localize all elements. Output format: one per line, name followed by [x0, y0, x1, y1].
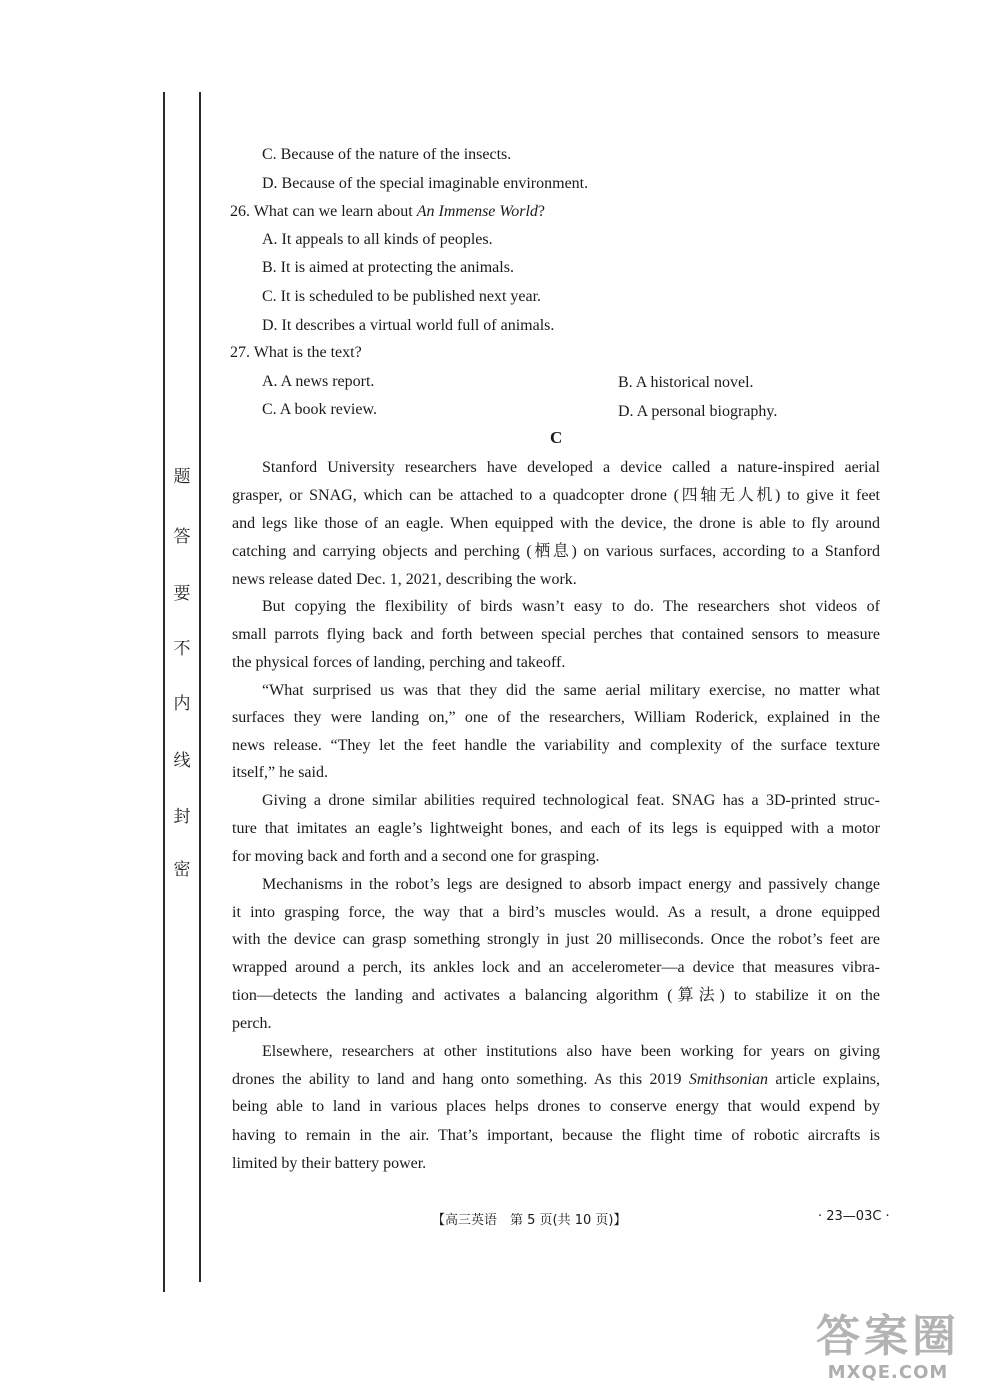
q26-option-b: B. It is aimed at protecting the animals.: [262, 259, 514, 276]
q26-option-c: C. It is scheduled to be published next year.: [262, 288, 542, 305]
passage-line: “What surprised us was that they did the same aerial military exercise, no matter what: [262, 682, 880, 699]
passage-line: having to remain in the air. That’s important, because the flight time of robotic aircrafts is: [232, 1127, 880, 1144]
q27-option-d: D. A personal biography.: [618, 403, 778, 420]
watermark-logo: 答案圈: [816, 1311, 960, 1362]
passage-line: Elsewhere, researchers at other institutions also have been working for years on giving: [262, 1043, 880, 1060]
q25-option-c: C. Because of the nature of the insects.: [262, 146, 512, 163]
binding-char: 内: [173, 694, 191, 714]
passage-line: surfaces they were landing on,” one of the researchers, William Roderick, explained in the: [232, 709, 880, 726]
passage-line: wrapped around a perch, its ankles lock and an accelerometer—a device that measures vibra-: [232, 959, 880, 976]
passage-line: being able to land in various places helps drones to conserve energy that would expend by: [232, 1098, 880, 1115]
passage-line: grasper, or SNAG, which can be attached to a quadcopter drone (四轴无人机) to give it feet: [232, 487, 880, 504]
passage-line: itself,” he said.: [232, 764, 328, 781]
q25-option-d: D. Because of the special imaginable environment.: [262, 175, 589, 192]
passage-line: catching and carrying objects and perching (栖息) on various surfaces, according to a Stanford: [232, 543, 880, 560]
passage-line: for moving back and forth and a second one for grasping.: [232, 848, 600, 865]
passage-line: limited by their battery power.: [232, 1155, 427, 1172]
q26-stem-suffix: ?: [537, 203, 546, 220]
binding-char: 封: [173, 807, 191, 827]
passage-line: ture that imitates an eagle’s lightweight bones, and each of its legs is equipped with a motor: [232, 820, 880, 837]
passage-line: the physical forces of landing, perching and takeoff.: [232, 654, 566, 671]
passage-line: But copying the flexibility of birds wasn’t easy to do. The researchers shot videos of: [262, 598, 880, 615]
binding-char: 不: [173, 639, 191, 659]
q26-stem: [230, 202, 545, 222]
binding-char: 答: [173, 527, 191, 547]
q26-option-a: A. It appeals to all kinds of peoples.: [262, 231, 493, 248]
binding-char: 线: [173, 751, 191, 771]
page-footer-code: · 23—03C ·: [818, 1209, 890, 1224]
passage-line: news release. “They let the feet handle the variability and complexity of the surface texture: [232, 737, 880, 754]
binding-char: 要: [173, 584, 191, 604]
passage-line: it into grasping force, the way that a bird’s muscles would. As a result, a drone equipped: [232, 904, 880, 921]
passage-line: tion—detects the landing and activates a balancing algorithm (算法) to stabilize it on the: [232, 987, 880, 1004]
watermark-url: MXQE.COM: [827, 1362, 949, 1383]
passage-text: drones the ability to land and hang onto something. As this 2019: [232, 1071, 689, 1088]
passage-line: perch.: [232, 1015, 272, 1032]
passage-text: article explains,: [775, 1071, 881, 1088]
passage-line: Giving a drone similar abilities required technological feat. SNAG has a 3D-printed struc-: [262, 792, 880, 809]
binding-char: 题: [173, 467, 191, 487]
site-watermark: [788, 1312, 988, 1392]
passage-line: and legs like those of an eagle. When equipped with the device, the drone is able to fly around: [232, 515, 880, 532]
q27-option-a: A. A news report.: [262, 373, 375, 390]
q26-stem-title: An Immense World: [416, 203, 538, 220]
section-c-heading: C: [550, 428, 563, 447]
passage-line: news release dated Dec. 1, 2021, describing the work.: [232, 571, 577, 588]
passage-line: Stanford University researchers have developed a device called a nature-inspired aerial: [262, 459, 880, 476]
passage-line: small parrots flying back and forth between special perches that contained sensors to measure: [232, 626, 880, 643]
passage-line: with the device can grasp something strongly in just 20 milliseconds. Once the robot’s feet are: [232, 931, 880, 948]
page-footer-title: 【高三英语 第 5 页(共 10 页)】: [432, 1213, 627, 1228]
binding-char: 密: [173, 860, 191, 880]
q27-option-b: B. A historical novel.: [618, 374, 754, 391]
passage-line: Mechanisms in the robot’s legs are designed to absorb impact energy and passively change: [262, 876, 880, 893]
q27-option-c: C. A book review.: [262, 401, 377, 418]
q27-stem: 27. What is the text?: [230, 344, 362, 361]
q26-option-d: D. It describes a virtual world full of animals.: [262, 317, 555, 334]
smithsonian-title: Smithsonian: [688, 1071, 768, 1088]
passage-line-smithsonian: [232, 1070, 880, 1090]
q26-stem-prefix: 26. What can we learn about: [230, 203, 417, 220]
